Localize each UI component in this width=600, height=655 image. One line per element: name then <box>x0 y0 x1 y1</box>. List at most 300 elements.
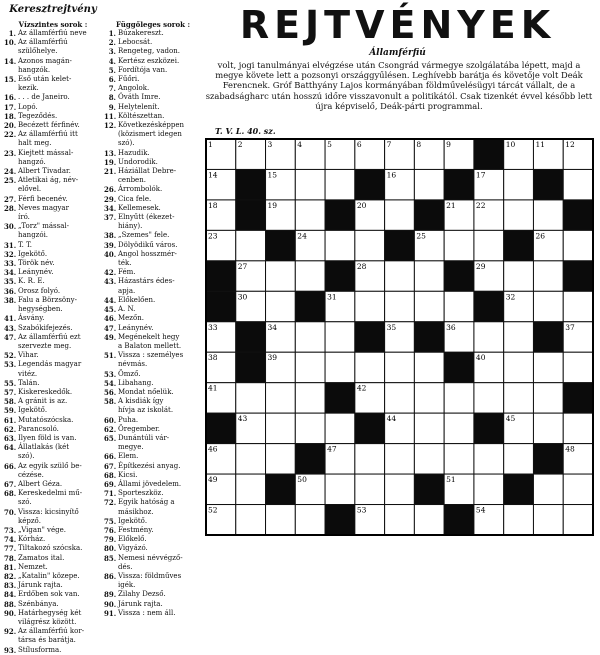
clue-number: 33. <box>4 259 17 269</box>
grid-cell[interactable] <box>295 322 325 352</box>
clue-number: 81. <box>4 562 17 572</box>
grid-cell[interactable] <box>325 322 355 352</box>
clue-text: Nemesi névvégző- <box>118 553 183 562</box>
grid-cell[interactable] <box>355 291 385 321</box>
clue-item <box>4 443 102 452</box>
clue-number: 67. <box>104 461 117 471</box>
clue-text: Elem. <box>118 452 139 461</box>
clue-text: Festmény. <box>118 525 154 534</box>
grid-cell[interactable] <box>504 322 534 352</box>
grid-cell[interactable] <box>236 474 266 504</box>
clue-text: Fűőri. <box>118 75 140 84</box>
grid-cell[interactable] <box>236 230 266 260</box>
clue-item <box>4 158 102 167</box>
grid-cell-black <box>504 474 534 504</box>
clue-text: Vigyázó. <box>118 544 148 553</box>
clue-text: Mutatószócska. <box>18 415 74 424</box>
clue-text: Libahang. <box>118 378 154 387</box>
clue-item <box>104 324 202 333</box>
clue-number: 38. <box>104 231 117 241</box>
grid-cell[interactable] <box>414 383 444 413</box>
grid-cell-number: 47 <box>327 444 337 454</box>
clue-item <box>4 121 102 130</box>
clue-number <box>4 231 18 240</box>
grid-cell[interactable] <box>533 352 563 382</box>
grid-cell-black <box>236 322 266 352</box>
clue-text: Legendás magyar <box>18 360 82 369</box>
grid-cell[interactable] <box>295 352 325 382</box>
clue-text: Orosz folyó. <box>18 286 61 295</box>
clue-item <box>104 379 202 388</box>
grid-cell-number: 51 <box>446 475 456 485</box>
grid-cell[interactable] <box>474 230 504 260</box>
clue-text: Albert Tivadar. <box>18 167 71 176</box>
grid-cell[interactable] <box>236 383 266 413</box>
clue-item <box>4 572 102 581</box>
grid-cell[interactable] <box>385 383 415 413</box>
clue-text: Lopó. <box>18 102 38 111</box>
clue-number: 38. <box>4 295 17 305</box>
grid-cell-number: 30 <box>237 292 248 302</box>
crossword-grid <box>205 138 594 536</box>
grid-cell[interactable] <box>563 413 593 443</box>
grid-cell[interactable] <box>563 474 593 504</box>
clue-number <box>104 443 118 452</box>
clue-item <box>104 149 202 158</box>
clue-number <box>104 287 118 296</box>
clue-number: 90. <box>104 599 117 609</box>
clue-number: 34. <box>104 203 117 213</box>
grid-cell[interactable] <box>414 413 444 443</box>
clue-number: 72. <box>104 498 117 508</box>
clue-item <box>104 66 202 75</box>
clue-item <box>104 185 202 194</box>
grid-cell-black <box>325 261 355 291</box>
clue-item <box>4 75 102 84</box>
grid-cell[interactable] <box>444 383 474 413</box>
clue-text: képző. <box>18 516 41 525</box>
grid-cell-black <box>414 200 444 230</box>
grid-cell[interactable] <box>533 505 563 535</box>
grid-cell-number: 45 <box>505 414 516 424</box>
clue-text: elővel. <box>18 185 42 194</box>
grid-cell-number: 28 <box>356 261 367 271</box>
clue-item <box>4 93 102 102</box>
grid-cell-number: 1 <box>208 140 213 149</box>
grid-cell[interactable] <box>414 169 444 199</box>
clue-text: Igekötő. <box>118 516 148 525</box>
grid-cell-black <box>474 139 504 169</box>
grid-cell[interactable] <box>533 261 563 291</box>
grid-cell[interactable] <box>533 200 563 230</box>
clue-number <box>4 139 18 148</box>
grid-cell[interactable] <box>563 169 593 199</box>
article-body: volt, jogi tanulmányai elvégzése után Csongrád vármegye szolgálatába lépett, majd a megye követe lett a pozsonyi országgyűlésen. Leghívebb barátja és követője volt Deák Ferencnek. Gróf Batthyány Lajos kormányában földművelésügyi tárcát vállalt, de a szabadságharc után hosszú időre visszavonult a politikától. Csak tizenkét évvel később lett újra képviselő, Deák-párti programmal. <box>205 60 593 111</box>
clue-item <box>4 185 102 194</box>
grid-cell[interactable] <box>504 505 534 535</box>
grid-cell-black <box>355 169 385 199</box>
clue-number: 57. <box>4 387 17 397</box>
grid-cell[interactable] <box>414 352 444 382</box>
clue-number: 47. <box>104 323 117 333</box>
grid-cell[interactable] <box>385 291 415 321</box>
grid-cell[interactable] <box>355 444 385 474</box>
grid-cell[interactable] <box>385 200 415 230</box>
clue-item <box>4 287 102 296</box>
grid-cell-number: 3 <box>267 140 273 149</box>
clue-item <box>104 563 202 572</box>
clue-text: Zilahy Dezső. <box>118 590 166 599</box>
clue-text: Ilyen föld is van. <box>18 433 77 442</box>
grid-cell-number: 2 <box>237 140 243 149</box>
clue-text: . . . de Janeiro. <box>18 93 70 102</box>
grid-cell-number: 9 <box>446 140 451 149</box>
clue-number: 34. <box>4 268 17 278</box>
grid-cell[interactable] <box>414 444 444 474</box>
grid-cell[interactable] <box>266 291 296 321</box>
grid-cell[interactable] <box>533 291 563 321</box>
grid-cell[interactable] <box>563 505 593 535</box>
clue-text: világrész között. <box>18 618 77 626</box>
clue-number: 85. <box>104 553 117 563</box>
clue-text: Fém. <box>118 268 136 277</box>
clue-item <box>4 388 102 397</box>
grid-cell[interactable] <box>295 413 325 443</box>
grid-cell[interactable] <box>474 383 504 413</box>
vertical-heading: Függőleges sorok : <box>115 20 191 29</box>
clue-item <box>4 296 102 305</box>
clue-item <box>4 480 102 489</box>
clue-item <box>4 434 102 443</box>
grid-cell[interactable] <box>504 352 534 382</box>
grid-cell-number: 12 <box>565 140 575 149</box>
grid-cell-number: 46 <box>208 444 218 454</box>
clue-number: 53. <box>104 369 117 379</box>
clue-number: 22. <box>4 130 17 140</box>
grid-cell[interactable] <box>504 383 534 413</box>
clue-item <box>104 544 202 553</box>
grid-cell-black <box>563 383 593 413</box>
grid-cell[interactable] <box>295 505 325 535</box>
clue-number: 63. <box>4 433 17 443</box>
clue-item <box>104 452 202 461</box>
grid-cell[interactable] <box>295 169 325 199</box>
grid-cell[interactable] <box>236 505 266 535</box>
grid-cell-number: 49 <box>208 475 218 485</box>
clue-item <box>4 29 102 38</box>
grid-cell[interactable] <box>236 444 266 474</box>
clue-text: Lebocsát. <box>118 38 153 47</box>
clue-number <box>4 305 18 314</box>
grid-cell[interactable] <box>355 474 385 504</box>
clue-number <box>104 406 118 415</box>
clue-item <box>4 646 102 655</box>
grid-cell[interactable] <box>266 444 296 474</box>
clue-number <box>4 66 18 75</box>
clue-item <box>104 57 202 66</box>
clue-item <box>4 47 102 56</box>
clue-text: író. <box>18 213 30 222</box>
clue-text: Járunk rajta. <box>118 599 163 608</box>
grid-cell-black <box>325 200 355 230</box>
clue-item <box>104 195 202 204</box>
clue-text: Férfi becenév. <box>18 194 68 203</box>
clue-number: 9. <box>108 102 116 112</box>
clue-number: 20. <box>4 121 17 131</box>
grid-cell[interactable] <box>563 230 593 260</box>
grid-cell-black <box>355 322 385 352</box>
clue-number: 49. <box>104 332 117 342</box>
clue-item <box>104 287 202 296</box>
clue-text: kezik. <box>18 84 39 93</box>
clue-number: 25. <box>4 176 17 186</box>
grid-cell-black <box>206 261 236 291</box>
grid-cell[interactable] <box>385 474 415 504</box>
clue-text: hívja az iskolát. <box>118 406 174 415</box>
clue-text: A. N. <box>118 305 136 314</box>
clue-text: Házastárs édes- <box>118 277 175 286</box>
clue-text: vitéz. <box>18 369 38 378</box>
clue-number: 93. <box>4 645 17 655</box>
clue-number: 56. <box>104 387 117 397</box>
grid-cell-number: 52 <box>208 505 218 515</box>
grid-cell[interactable] <box>444 444 474 474</box>
grid-cell-number: 29 <box>475 261 486 271</box>
clue-text: Helytelenít. <box>118 102 160 111</box>
clue-item <box>4 139 102 148</box>
clue-number: 39. <box>104 240 117 250</box>
grid-cell[interactable] <box>504 169 534 199</box>
grid-cell[interactable] <box>414 291 444 321</box>
clue-number <box>4 370 18 379</box>
clue-item <box>104 489 202 498</box>
grid-cell[interactable] <box>414 505 444 535</box>
clue-item <box>4 471 102 480</box>
grid-cell[interactable] <box>563 291 593 321</box>
clue-number: 55. <box>4 378 17 388</box>
clue-number: 19. <box>104 157 117 167</box>
clue-number <box>104 360 118 369</box>
clue-item <box>104 397 202 406</box>
clue-text: Szénbánya. <box>18 599 59 608</box>
clue-text: dés. <box>118 562 133 571</box>
grid-cell[interactable] <box>385 261 415 291</box>
clue-text: Zamatos ital. <box>18 553 65 562</box>
clue-text: Ásvány. <box>18 314 45 323</box>
grid-cell[interactable] <box>325 169 355 199</box>
clue-text: Vissza: földműves <box>118 571 182 580</box>
clue-number: 52. <box>4 351 17 361</box>
clue-text: névmás. <box>118 360 148 369</box>
grid-cell-black <box>325 383 355 413</box>
clue-number <box>104 563 118 572</box>
clue-item <box>104 277 202 286</box>
clue-number <box>4 636 18 645</box>
clue-text: Falu a Börzsöny- <box>18 295 77 304</box>
clue-number <box>4 471 18 480</box>
grid-cell-number: 25 <box>416 231 426 241</box>
clue-text: Építkezési anyag. <box>118 461 181 470</box>
grid-cell-black <box>266 230 296 260</box>
clue-item <box>4 324 102 333</box>
clue-text: Rengeteg, vadon. <box>118 47 180 56</box>
grid-cell-number: 34 <box>267 322 278 332</box>
clue-item <box>4 416 102 425</box>
grid-cell-black <box>563 200 593 230</box>
grid-cell[interactable] <box>385 505 415 535</box>
grid-cell[interactable] <box>266 505 296 535</box>
clue-number: 66. <box>104 452 117 462</box>
grid-cell[interactable] <box>325 352 355 382</box>
clue-item <box>4 250 102 259</box>
grid-cell-number: 8 <box>416 140 422 149</box>
clue-number: 90. <box>4 608 17 618</box>
clue-text: Eső után kelet- <box>18 75 72 84</box>
grid-cell[interactable] <box>563 352 593 382</box>
clue-item <box>104 268 202 277</box>
clue-text: K. R. E. <box>18 277 45 286</box>
clue-item <box>104 167 202 176</box>
clue-text: Sporteszköz. <box>118 489 164 498</box>
clue-text: Határhegység két <box>18 608 82 617</box>
grid-cell[interactable] <box>295 383 325 413</box>
grid-cell[interactable] <box>385 444 415 474</box>
clue-item <box>4 590 102 599</box>
grid-cell-black <box>533 444 563 474</box>
clue-item <box>4 333 102 342</box>
clue-text: másikhoz. <box>118 507 154 516</box>
clue-text: Az államférfiú neve <box>18 29 87 37</box>
clue-item <box>104 333 202 342</box>
clue-text: Szabókifejezés. <box>18 323 73 332</box>
clue-number: 36. <box>4 286 17 296</box>
grid-cell-number: 43 <box>237 414 248 424</box>
grid-cell[interactable] <box>325 474 355 504</box>
grid-cell[interactable] <box>325 413 355 443</box>
grid-cell[interactable] <box>355 230 385 260</box>
clue-number: 53. <box>4 360 17 370</box>
clue-number <box>4 84 18 93</box>
grid-cell[interactable] <box>295 261 325 291</box>
clue-text: Kiskereskedők. <box>18 387 73 396</box>
clue-item <box>4 130 102 139</box>
grid-cell[interactable] <box>474 474 504 504</box>
clue-number: 76. <box>104 525 117 535</box>
clue-number: 46. <box>104 314 117 324</box>
grid-cell[interactable] <box>295 200 325 230</box>
grid-cell-number: 27 <box>237 261 248 271</box>
clue-item <box>104 231 202 240</box>
clue-text: Megénekelt hegy <box>118 332 180 341</box>
grid-cell[interactable] <box>474 444 504 474</box>
clue-number: 16. <box>4 93 17 103</box>
clue-text: Kiejtett mással- <box>18 148 74 157</box>
grid-cell-number: 10 <box>505 140 516 149</box>
grid-cell[interactable] <box>444 291 474 321</box>
clue-text: Nemzet. <box>18 562 48 571</box>
grid-cell[interactable] <box>504 444 534 474</box>
clue-number: 10. <box>4 38 17 48</box>
grid-cell-black <box>414 474 444 504</box>
clue-number: 4. <box>108 56 116 66</box>
clue-item <box>104 508 202 517</box>
clue-number: 78. <box>4 553 17 563</box>
clue-text: Állami jövedelem. <box>118 479 182 488</box>
clue-number: 6. <box>108 75 116 85</box>
clue-text: Vissza: kicsinyítő <box>18 507 79 516</box>
clue-number: 18. <box>4 111 17 121</box>
clue-number <box>104 342 118 351</box>
clue-text: Az államférfiú itt <box>18 130 78 139</box>
clue-item <box>104 139 202 148</box>
grid-cell[interactable] <box>533 413 563 443</box>
clue-text: Azonos magán- <box>18 56 72 65</box>
grid-cell[interactable] <box>414 261 444 291</box>
clue-item <box>4 277 102 286</box>
clue-text: Az államférfiú ezt <box>18 332 81 341</box>
grid-cell[interactable] <box>266 261 296 291</box>
clue-item <box>4 609 102 618</box>
clue-number: 32. <box>4 249 17 259</box>
grid-cell[interactable] <box>355 352 385 382</box>
grid-cell[interactable] <box>266 413 296 443</box>
clue-item <box>4 342 102 351</box>
grid-cell[interactable] <box>474 322 504 352</box>
clue-item <box>104 130 202 139</box>
grid-cell-number: 41 <box>208 383 218 393</box>
clue-text: Tegeződés. <box>18 111 58 120</box>
clue-number: 43. <box>104 277 117 287</box>
clue-text: Török név. <box>18 259 55 268</box>
grid-cell-black <box>236 169 266 199</box>
grid-cell-black <box>474 291 504 321</box>
grid-cell[interactable] <box>385 352 415 382</box>
clue-item <box>4 167 102 176</box>
grid-cell[interactable] <box>504 200 534 230</box>
clue-item <box>4 462 102 471</box>
clue-item <box>104 47 202 56</box>
clue-text: Talán. <box>18 378 40 387</box>
clue-item <box>104 305 202 314</box>
grid-cell[interactable] <box>444 413 474 443</box>
crossword-title: Keresztrejtvény <box>9 4 97 15</box>
clue-item <box>4 600 102 609</box>
grid-cell[interactable] <box>444 230 474 260</box>
clue-text: A gránit is az. <box>18 397 68 406</box>
grid-cell[interactable] <box>533 474 563 504</box>
grid-cell-number: 37 <box>565 322 575 332</box>
grid-cell-number: 48 <box>565 444 575 454</box>
grid-cell[interactable] <box>325 230 355 260</box>
clue-text: „Szemes" fele. <box>118 231 170 240</box>
clue-item <box>4 397 102 406</box>
clue-number <box>4 498 18 507</box>
clue-number: 30. <box>4 222 17 232</box>
clue-item <box>4 618 102 627</box>
clue-text: Előkelően. <box>118 295 156 304</box>
grid-cell[interactable] <box>266 383 296 413</box>
clue-text: Stílusforma. <box>18 645 62 654</box>
grid-cell-black <box>444 352 474 382</box>
grid-cell[interactable] <box>533 383 563 413</box>
clue-number: 61. <box>4 415 17 425</box>
clue-text: Atletikai ág, név- <box>18 176 79 185</box>
clue-item <box>104 250 202 259</box>
grid-cell-number: 42 <box>356 383 367 393</box>
clue-number <box>104 508 118 517</box>
grid-cell[interactable] <box>504 261 534 291</box>
grid-cell-black <box>385 230 415 260</box>
